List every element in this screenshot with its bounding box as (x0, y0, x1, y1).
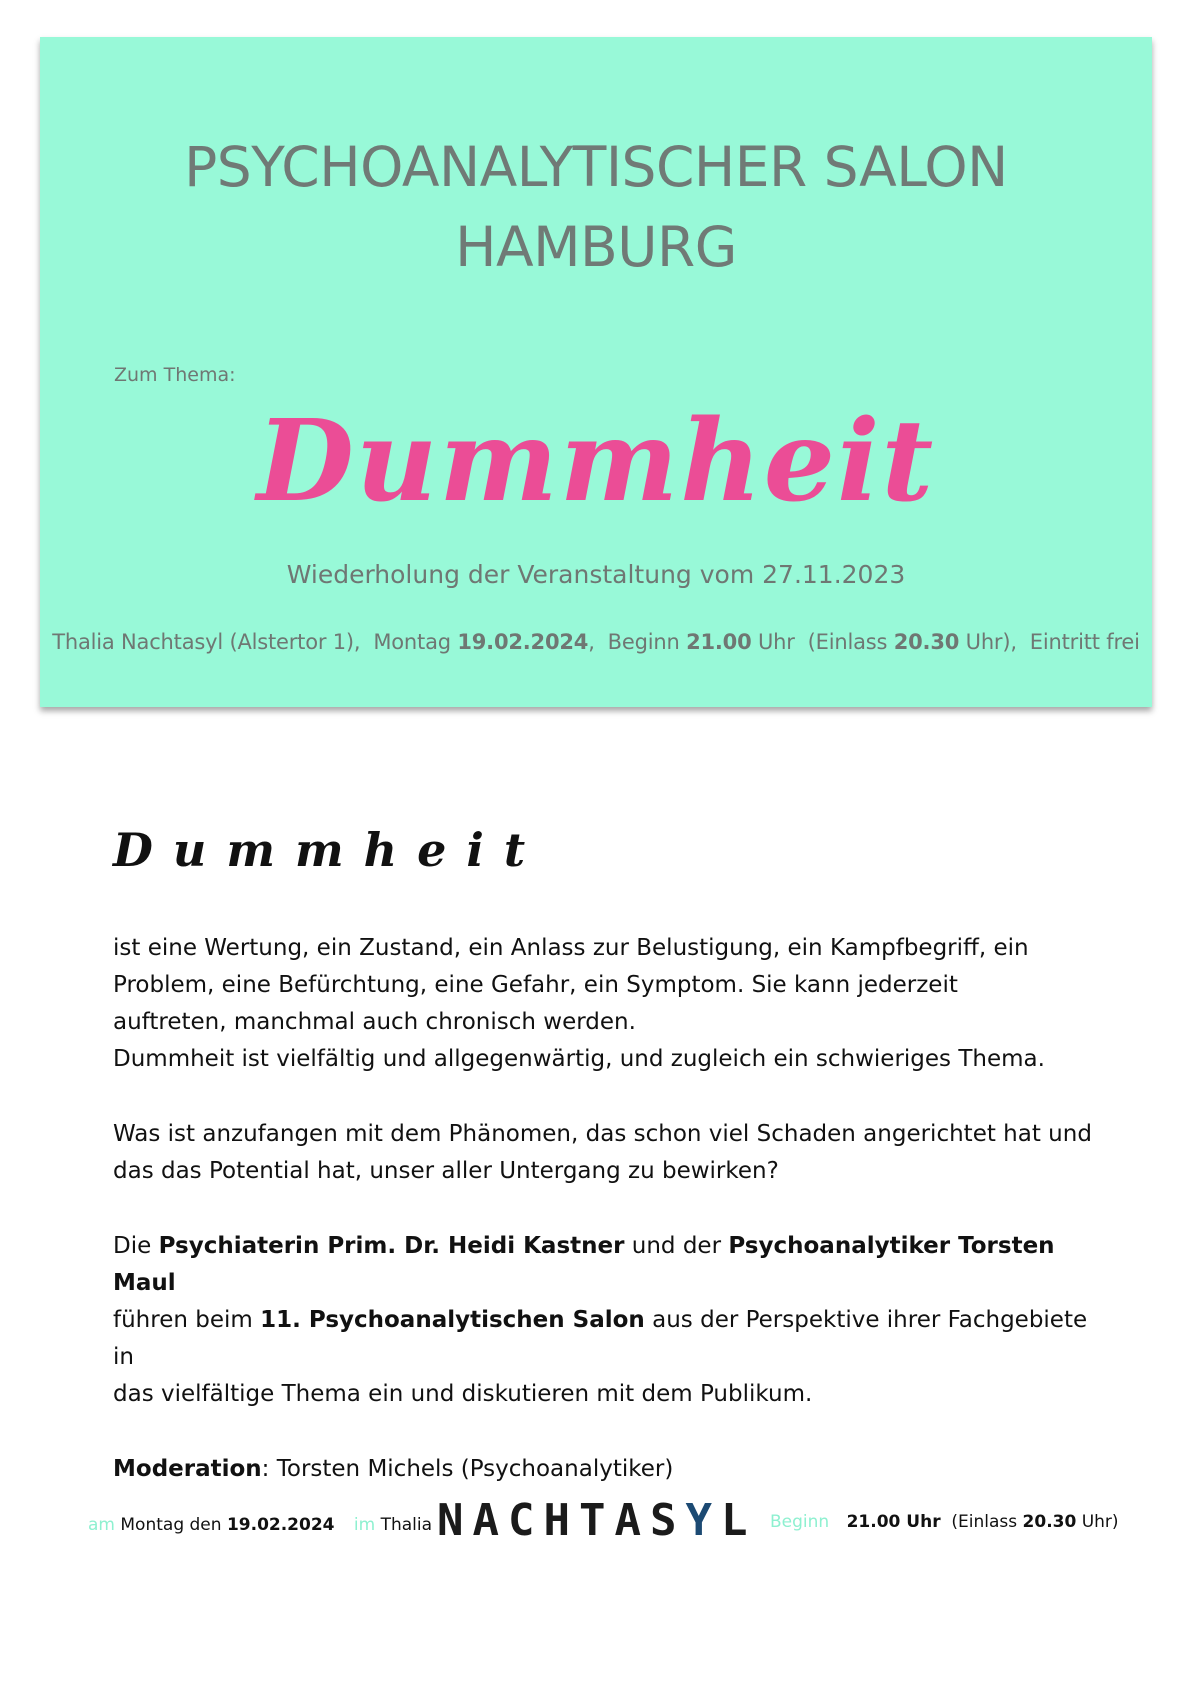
moderation-line (113, 1451, 1093, 1488)
footer-einlass-close: Uhr) (1081, 1512, 1119, 1532)
admission-time: 20.30 (893, 630, 960, 654)
start-time: 21.00 (686, 630, 752, 654)
topic-title: Dummheit (256, 396, 936, 527)
repeat-note: Wiederholung der Veranstaltung vom 27.11.2023 (286, 560, 906, 589)
entry-note: Eintritt frei (1029, 630, 1140, 654)
moderation-text: : Torsten Michels (Psychoanalytiker) (261, 1456, 674, 1482)
banner-title-line1: PSYCHOANALYTISCHER SALON (184, 135, 1008, 199)
event-date: 19.02.2024 (457, 630, 589, 654)
footer-einlass: (Einlass (951, 1512, 1018, 1532)
footer-venue: Thalia (380, 1515, 433, 1535)
nachtasyl-logo (437, 1495, 756, 1546)
p2-line2: das das Potential hat, unser aller Untergang zu bewirken? (113, 1158, 779, 1184)
p1-line4: Dummheit ist vielfältig und allgegenwärtig, und zugleich ein schwieriges Thema. (113, 1046, 1045, 1072)
banner-title (40, 127, 1152, 287)
p3-fuehren: führen beim (113, 1307, 253, 1333)
article-body (113, 930, 1093, 1488)
admission-close: Uhr), (965, 630, 1017, 654)
logo-text-y: Y (685, 1495, 721, 1546)
p3-line3: das vielfältige Thema ein und diskutieren mit dem Publikum. (113, 1381, 813, 1407)
logo-text-part2: L (720, 1495, 757, 1546)
p2-line1: Was ist anzufangen mit dem Phänomen, das schon viel Schaden angerichtet hat und (113, 1121, 1092, 1147)
footer-im: im (353, 1515, 376, 1535)
footer-day: Montag den (120, 1515, 222, 1535)
p1-line1: ist eine Wertung, ein Zustand, ein Anlass zur Belustigung, ein Kampfbegriff, ein (113, 935, 1029, 961)
admission-label: (Einlass (807, 630, 888, 654)
p3-und: und der (631, 1233, 722, 1259)
venue: Thalia Nachtasyl (Alstertor 1), (52, 630, 361, 654)
footer-beginn: Beginn (770, 1512, 830, 1532)
p1-line3: auftreten, manchmal auch chronisch werden. (113, 1009, 636, 1035)
start-uhr: Uhr (757, 630, 795, 654)
p1-line2: Problem, eine Befürchtung, eine Gefahr, ein Symptom. Sie kann jederzeit (113, 972, 958, 998)
start-label: Beginn (607, 630, 680, 654)
logo-text-part1: NACHTAS (437, 1495, 686, 1546)
moderation-label: Moderation (113, 1456, 262, 1482)
event-name: 11. Psychoanalytischen Salon (260, 1307, 645, 1333)
p3-rest: aus der Perspektive ihrer Fachgebiete in (113, 1307, 1088, 1370)
article-heading: Dummheit (113, 823, 546, 877)
day: Montag (373, 630, 451, 654)
footer-am: am (88, 1515, 115, 1535)
p3-line2 (113, 1302, 1093, 1376)
footer-time-info (770, 1512, 1119, 1532)
event-info-line: Thalia Nachtasyl (Alstertor 1), Montag 19.02.2024, Beginn 21.00 Uhr (Einlass 20.30 Uhr), Eintritt frei (52, 630, 1140, 654)
banner-title-line2: HAMBURG (455, 215, 737, 279)
footer-date-info (88, 1515, 432, 1535)
speaker-2: Psychoanalytiker Torsten Maul (113, 1233, 1055, 1296)
p3-die: Die (113, 1233, 152, 1259)
footer-time: 21.00 Uhr (846, 1512, 941, 1532)
footer-einlass-time: 20.30 (1022, 1512, 1077, 1532)
speaker-1: Psychiaterin Prim. Dr. Heidi Kastner (158, 1233, 625, 1259)
p3-line1 (113, 1228, 1093, 1302)
event-banner (40, 37, 1152, 707)
topic-label: Zum Thema: (114, 364, 236, 386)
footer-strip (88, 1493, 1128, 1553)
footer-date: 19.02.2024 (226, 1515, 335, 1535)
